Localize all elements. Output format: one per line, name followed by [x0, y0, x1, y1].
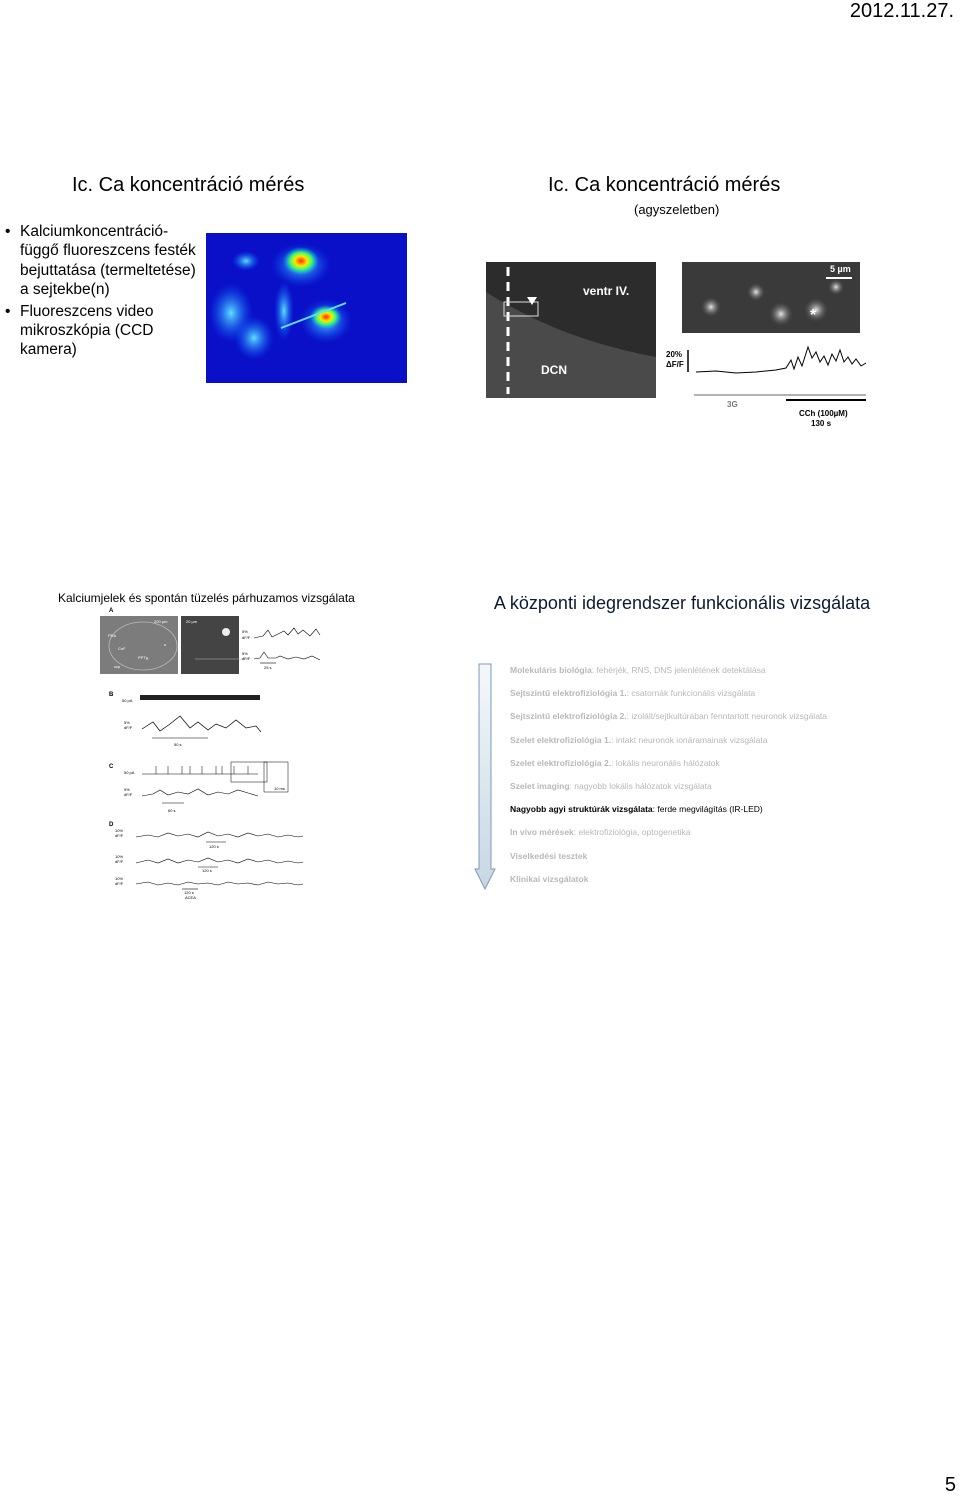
page-number: 5	[944, 1474, 956, 1496]
dff-a-label: dF/F	[242, 635, 251, 640]
list-item: Viselkedési tesztek	[510, 850, 588, 861]
s120a-label: 120 s	[209, 844, 219, 849]
cch-label: CCh (100µM)	[799, 409, 848, 418]
list-item: Klinikai vizsgálatok	[510, 873, 589, 884]
scale-20-label: 20 µm	[186, 619, 198, 624]
list-item: In vivo mérések: elektrofiziológia, optogenetika	[510, 827, 691, 838]
slide4-title: A központi idegrendszer funkcionális vizsgálata	[493, 593, 871, 613]
d3-label: 10%	[115, 876, 124, 881]
df-pct-label: 20%	[666, 350, 683, 359]
dff-d2-label: dF/F	[115, 859, 124, 864]
s120b-label: 120 s	[202, 868, 212, 873]
slide3-caption: Kalciumjelek és spontán tüzelés párhuzamos vizsgálata	[58, 591, 355, 605]
list-item: Szelet imaging: nagyobb lokális hálózatok vizsgálata	[510, 780, 712, 791]
acea-label: ACEA	[185, 895, 196, 900]
pct5-c-label: 5%	[124, 787, 130, 792]
star-label: *	[810, 307, 817, 324]
pct5-b-label: 5%	[124, 720, 130, 725]
pa50-b-label: 50 pA	[122, 698, 133, 703]
list-item-highlighted: Nagyobb agyi struktúrák vizsgálata: ferde megvilágítás (IR-LED)	[510, 804, 763, 815]
list-item: Szelet elektrofiziológia 1.: intakt neuronok ionáramainak vizsgálata	[510, 734, 768, 745]
dff-b-label: dF/F	[242, 656, 251, 661]
date-header: 2012.11.27.	[849, 0, 954, 22]
panel-d-label: D	[109, 822, 114, 828]
ppt-label: PPTg	[138, 655, 149, 660]
scp-label: scp	[114, 664, 121, 669]
s120c-label: 120 s	[184, 890, 194, 895]
time-label: 130 s	[811, 419, 832, 428]
slide4-list	[510, 665, 950, 897]
s50-label: 50 s	[174, 742, 182, 747]
s60-label: 60 s	[168, 808, 176, 813]
fluorescence-image	[206, 233, 407, 383]
dff-d3-label: dF/F	[115, 881, 124, 886]
brain-slice-figure	[486, 262, 868, 430]
d2-label: 10%	[115, 854, 124, 859]
3g-label: 3G	[727, 400, 738, 409]
df-f-label: ΔF/F	[666, 360, 684, 369]
panel-b-label: B	[109, 692, 114, 698]
panel-a-label: A	[109, 608, 114, 614]
s25-label: 25 s	[264, 665, 272, 670]
scale-label: 5 µm	[830, 264, 851, 274]
bullet-item: • Kalciumkoncentráció-függő fluoreszcens festék bejuttatása (termeltetése) a sejtekbe(n)	[2, 222, 202, 300]
d1-label: 10%	[115, 828, 124, 833]
pct5a-label: 5%	[242, 629, 248, 634]
slide1-bullet-list	[2, 222, 202, 362]
pa50-c-label: 50 pA	[124, 770, 135, 775]
s-label: s	[164, 642, 166, 647]
pra-label: PRA	[108, 633, 117, 638]
pct5b-label: 5%	[242, 651, 248, 656]
slide1-title: Ic. Ca koncentráció mérés	[72, 174, 305, 196]
panel-c-label: C	[109, 764, 114, 770]
dff-d1-label: dF/F	[115, 833, 124, 838]
slide2-title: Ic. Ca koncentráció mérés	[548, 174, 781, 196]
dff-bb-label: dF/F	[124, 725, 133, 730]
list-item: Sejtszintű elektrofiziológia 2.: izolált/sejtkultúrában fenntartott neuronok vizsgálata	[510, 711, 828, 722]
ventr-label: ventr IV.	[583, 284, 630, 298]
dff-c-label: dF/F	[124, 792, 133, 797]
cnf-label: CnF	[118, 646, 126, 651]
scale-200-label: 200 µm	[154, 619, 168, 624]
calcium-spike-figure	[98, 604, 330, 904]
list-item: Szelet elektrofiziológia 2.: lokális neuronális hálózatok	[510, 757, 720, 768]
dcn-label: DCN	[541, 363, 567, 377]
list-item: Sejtszintű elektrofiziológia 1.: csatornák funkcionális vizsgálata	[510, 688, 756, 699]
down-arrow-icon	[474, 663, 496, 891]
ms10-label: 10 ms	[274, 786, 285, 791]
list-item: Molekuláris biológia: fehérjék, RNS, DNS jelenlétének detektálása	[510, 665, 766, 675]
bullet-item: • Fluoreszcens video mikroszkópia (CCD kamera)	[2, 302, 202, 360]
slide2-subtitle: (agyszeletben)	[634, 202, 720, 217]
